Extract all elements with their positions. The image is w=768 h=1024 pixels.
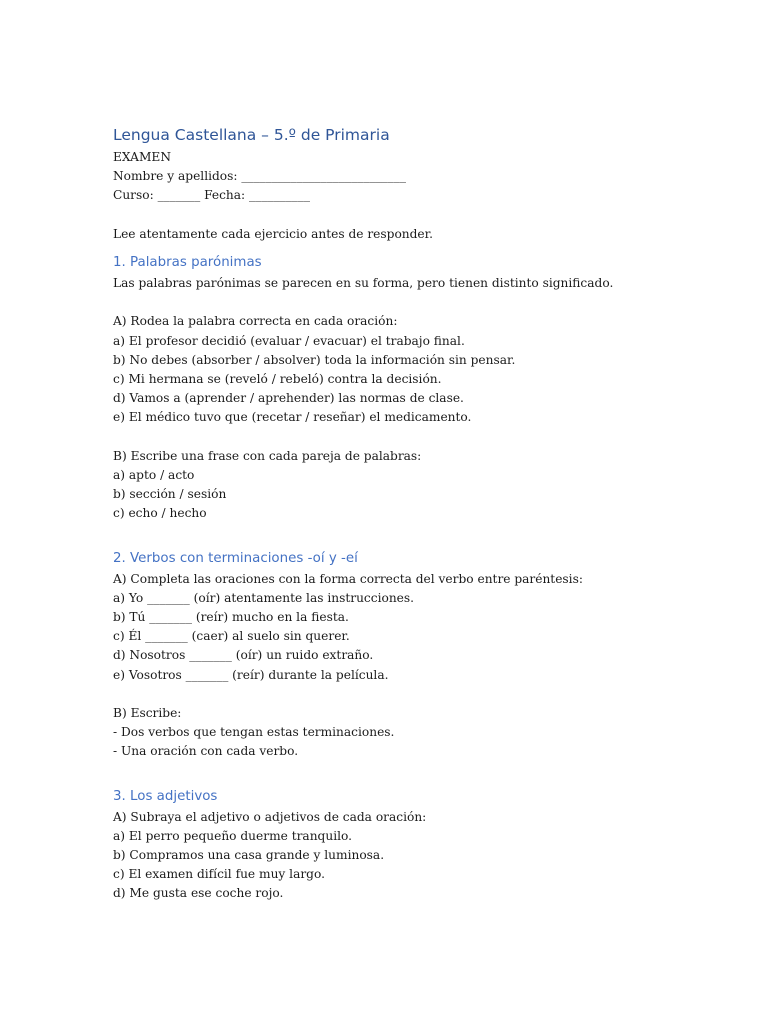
list-item: e) El médico tuvo que (recetar / reseñar) el medicamento. [113,410,472,425]
exam-document [113,122,713,904]
section-1-part-b-instruction: B) Escribe una frase con cada pareja de palabras: [113,448,422,463]
document-title: Lengua Castellana – 5.º de Primaria [113,126,390,144]
section-3-heading: 3. Los adjetivos [113,788,218,804]
list-item: - Una oración con cada verbo. [113,744,299,759]
intro-text: Lee atentamente cada ejercicio antes de responder. [113,226,434,241]
section-2-part-a-instruction: A) Completa las oraciones con la forma correcta del verbo entre paréntesis: [113,571,583,586]
list-item: a) apto / acto [113,467,195,482]
list-item: b) No debes (absorber / absolver) toda la información sin pensar. [113,352,516,367]
list-item: b) sección / sesión [113,487,227,501]
list-item: d) Nosotros _______ (oír) un ruido extraño. [113,648,374,663]
list-item: c) Mi hermana se (reveló / rebeló) contra la decisión. [113,371,442,386]
list-item: d) Vamos a (aprender / aprehender) las normas de clase. [113,391,464,406]
section-1-heading: 1. Palabras parónimas [113,254,262,270]
list-item: - Dos verbos que tengan estas terminaciones. [113,725,395,740]
list-item: a) El profesor decidió (evaluar / evacuar) el trabajo final. [113,333,465,348]
section-1-description: Las palabras parónimas se parecen en su forma, pero tienen distinto significado. [113,275,614,290]
list-item: a) El perro pequeño duerme tranquilo. [113,828,352,843]
list-item: c) echo / hecho [113,506,207,521]
section-2-heading: 2. Verbos con terminaciones -oí y -eí [113,550,358,566]
list-item: e) Vosotros _______ (reír) durante la película. [113,667,389,682]
course-date-line: Curso: _______ Fecha: __________ [113,188,310,203]
list-item: c) Él _______ (caer) al suelo sin querer. [113,629,350,644]
list-item: a) Yo _______ (oír) atentamente las instrucciones. [113,590,415,605]
list-item: b) Compramos una casa grande y luminosa. [113,848,385,862]
list-item: c) El examen difícil fue muy largo. [113,867,325,882]
list-item: b) Tú _______ (reír) mucho en la fiesta. [113,609,349,624]
section-2-part-b-instruction: B) Escribe: [113,705,182,720]
section-3-part-a-instruction: A) Subraya el adjetivo o adjetivos de cada oración: [113,809,427,824]
section-1-part-a-instruction: A) Rodea la palabra correcta en cada oración: [113,314,398,329]
exam-label: EXAMEN [113,150,171,164]
name-field-line: Nombre y apellidos: ___________________________ [113,169,406,184]
list-item: d) Me gusta ese coche rojo. [113,886,284,901]
